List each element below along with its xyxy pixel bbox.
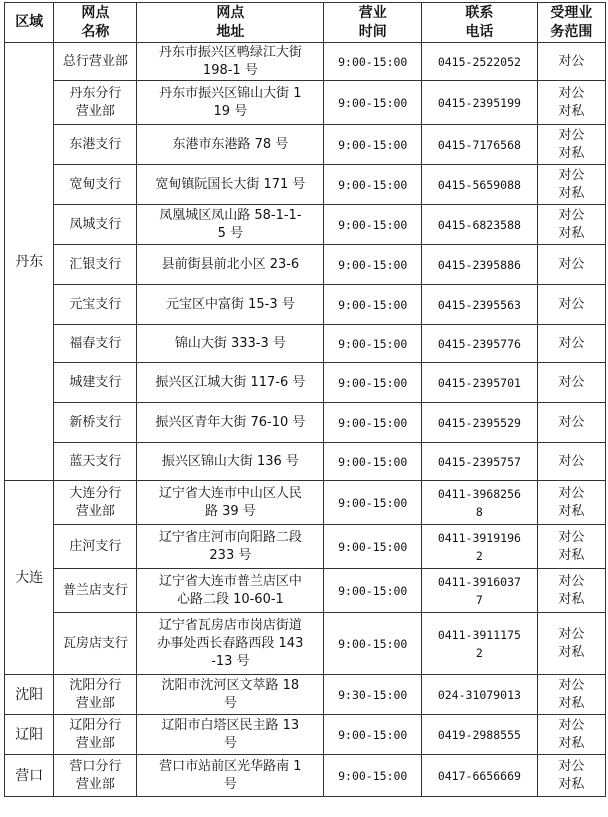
service-scope-cell: 对公 对私 [537, 675, 605, 715]
branch-name-cell: 营口分行 营业部 [54, 755, 137, 797]
branch-address-cell: 县前街县前北小区 23-6 [137, 245, 324, 285]
branch-address-cell: 振兴区锦山大街 136 号 [137, 443, 324, 481]
header-region: 区域 [5, 3, 54, 43]
business-hours-cell: 9:00-15:00 [324, 81, 422, 125]
branch-name-cell: 元宝支行 [54, 285, 137, 325]
table-row [5, 443, 606, 481]
phone-cell: 0411-3916037 7 [422, 569, 538, 613]
business-hours-cell: 9:30-15:00 [324, 675, 422, 715]
table-row [5, 285, 606, 325]
table-row [5, 325, 606, 363]
branch-name-cell: 宽甸支行 [54, 165, 137, 205]
service-scope-cell: 对公 [537, 285, 605, 325]
business-hours-cell: 9:00-15:00 [324, 443, 422, 481]
region-cell: 辽阳 [5, 715, 54, 755]
phone-cell: 0415-6823588 [422, 205, 538, 245]
phone-cell: 0411-3968256 8 [422, 481, 538, 525]
branch-name-cell: 丹东分行 营业部 [54, 81, 137, 125]
branch-name-cell: 普兰店支行 [54, 569, 137, 613]
branch-address-cell: 振兴区江城大街 117-6 号 [137, 363, 324, 403]
branch-address-cell: 辽宁省庄河市向阳路二段 233 号 [137, 525, 324, 569]
branch-address-cell: 辽宁省大连市普兰店区中 心路二段 10-60-1 [137, 569, 324, 613]
service-scope-cell: 对公 对私 [537, 755, 605, 797]
business-hours-cell: 9:00-15:00 [324, 325, 422, 363]
branch-name-cell: 凤城支行 [54, 205, 137, 245]
table-row [5, 481, 606, 525]
branch-address-cell: 振兴区青年大街 76-10 号 [137, 403, 324, 443]
phone-cell: 0415-2522052 [422, 43, 538, 81]
branch-table [4, 2, 606, 797]
table-row [5, 525, 606, 569]
service-scope-cell: 对公 [537, 403, 605, 443]
phone-cell: 0415-2395701 [422, 363, 538, 403]
table-row [5, 125, 606, 165]
branch-name-cell: 东港支行 [54, 125, 137, 165]
business-hours-cell: 9:00-15:00 [324, 285, 422, 325]
business-hours-cell: 9:00-15:00 [324, 613, 422, 675]
service-scope-cell: 对公 对私 [537, 125, 605, 165]
region-cell: 沈阳 [5, 675, 54, 715]
table-row [5, 81, 606, 125]
table-row [5, 675, 606, 715]
table-row [5, 165, 606, 205]
branch-address-cell: 沈阳市沈河区文萃路 18 号 [137, 675, 324, 715]
business-hours-cell: 9:00-15:00 [324, 525, 422, 569]
phone-cell: 0415-2395757 [422, 443, 538, 481]
business-hours-cell: 9:00-15:00 [324, 715, 422, 755]
region-cell: 丹东 [5, 43, 54, 481]
branch-address-cell: 营口市站前区光华路南 1 号 [137, 755, 324, 797]
phone-cell: 0415-2395199 [422, 81, 538, 125]
phone-cell: 0415-2395776 [422, 325, 538, 363]
phone-cell: 0415-2395529 [422, 403, 538, 443]
service-scope-cell: 对公 对私 [537, 165, 605, 205]
branch-name-cell: 新桥支行 [54, 403, 137, 443]
branch-address-cell: 丹东市振兴区鸭绿江大街 198-1 号 [137, 43, 324, 81]
table-row [5, 245, 606, 285]
header-phone: 联系 电话 [422, 3, 538, 43]
branch-name-cell: 瓦房店支行 [54, 613, 137, 675]
branch-address-cell: 丹东市振兴区锦山大街 1 19 号 [137, 81, 324, 125]
branch-address-cell: 辽宁省瓦房店市岗店街道 办事处西长春路西段 143 -13 号 [137, 613, 324, 675]
phone-cell: 0411-3919196 2 [422, 525, 538, 569]
phone-cell: 0415-7176568 [422, 125, 538, 165]
region-cell: 大连 [5, 481, 54, 675]
business-hours-cell: 9:00-15:00 [324, 165, 422, 205]
branch-name-cell: 大连分行 营业部 [54, 481, 137, 525]
header-hours: 营业 时间 [324, 3, 422, 43]
service-scope-cell: 对公 对私 [537, 525, 605, 569]
branch-address-cell: 凤凰城区凤山路 58-1-1- 5 号 [137, 205, 324, 245]
table-row [5, 715, 606, 755]
service-scope-cell: 对公 对私 [537, 613, 605, 675]
branch-name-cell: 辽阳分行 营业部 [54, 715, 137, 755]
service-scope-cell: 对公 [537, 443, 605, 481]
service-scope-cell: 对公 [537, 363, 605, 403]
table-row [5, 403, 606, 443]
business-hours-cell: 9:00-15:00 [324, 755, 422, 797]
phone-cell: 0419-2988555 [422, 715, 538, 755]
service-scope-cell: 对公 [537, 245, 605, 285]
business-hours-cell: 9:00-15:00 [324, 569, 422, 613]
business-hours-cell: 9:00-15:00 [324, 403, 422, 443]
branch-name-cell: 城建支行 [54, 363, 137, 403]
table-row [5, 363, 606, 403]
table-row [5, 755, 606, 797]
service-scope-cell: 对公 [537, 43, 605, 81]
branch-name-cell: 福春支行 [54, 325, 137, 363]
phone-cell: 0417-6656669 [422, 755, 538, 797]
branch-name-cell: 汇银支行 [54, 245, 137, 285]
service-scope-cell: 对公 对私 [537, 715, 605, 755]
phone-cell: 0415-2395563 [422, 285, 538, 325]
table-row [5, 613, 606, 675]
phone-cell: 024-31079013 [422, 675, 538, 715]
phone-cell: 0415-2395886 [422, 245, 538, 285]
header-address: 网点 地址 [137, 3, 324, 43]
service-scope-cell: 对公 对私 [537, 81, 605, 125]
branch-address-cell: 元宝区中富街 15-3 号 [137, 285, 324, 325]
branch-name-cell: 庄河支行 [54, 525, 137, 569]
table-row [5, 205, 606, 245]
branch-address-cell: 东港市东港路 78 号 [137, 125, 324, 165]
table-row [5, 43, 606, 81]
phone-cell: 0415-5659088 [422, 165, 538, 205]
business-hours-cell: 9:00-15:00 [324, 43, 422, 81]
branch-address-cell: 宽甸镇阮国长大街 171 号 [137, 165, 324, 205]
branch-address-cell: 锦山大街 333-3 号 [137, 325, 324, 363]
phone-cell: 0411-3911175 2 [422, 613, 538, 675]
branch-name-cell: 总行营业部 [54, 43, 137, 81]
service-scope-cell: 对公 对私 [537, 481, 605, 525]
branch-name-cell: 蓝天支行 [54, 443, 137, 481]
business-hours-cell: 9:00-15:00 [324, 481, 422, 525]
table-row [5, 569, 606, 613]
service-scope-cell: 对公 [537, 325, 605, 363]
region-cell: 营口 [5, 755, 54, 797]
header-name: 网点 名称 [54, 3, 137, 43]
table-header-row [5, 3, 606, 43]
header-scope: 受理业 务范围 [537, 3, 605, 43]
branch-address-cell: 辽宁省大连市中山区人民 路 39 号 [137, 481, 324, 525]
business-hours-cell: 9:00-15:00 [324, 125, 422, 165]
service-scope-cell: 对公 对私 [537, 205, 605, 245]
business-hours-cell: 9:00-15:00 [324, 205, 422, 245]
business-hours-cell: 9:00-15:00 [324, 245, 422, 285]
business-hours-cell: 9:00-15:00 [324, 363, 422, 403]
service-scope-cell: 对公 对私 [537, 569, 605, 613]
branch-name-cell: 沈阳分行 营业部 [54, 675, 137, 715]
branch-address-cell: 辽阳市白塔区民主路 13 号 [137, 715, 324, 755]
